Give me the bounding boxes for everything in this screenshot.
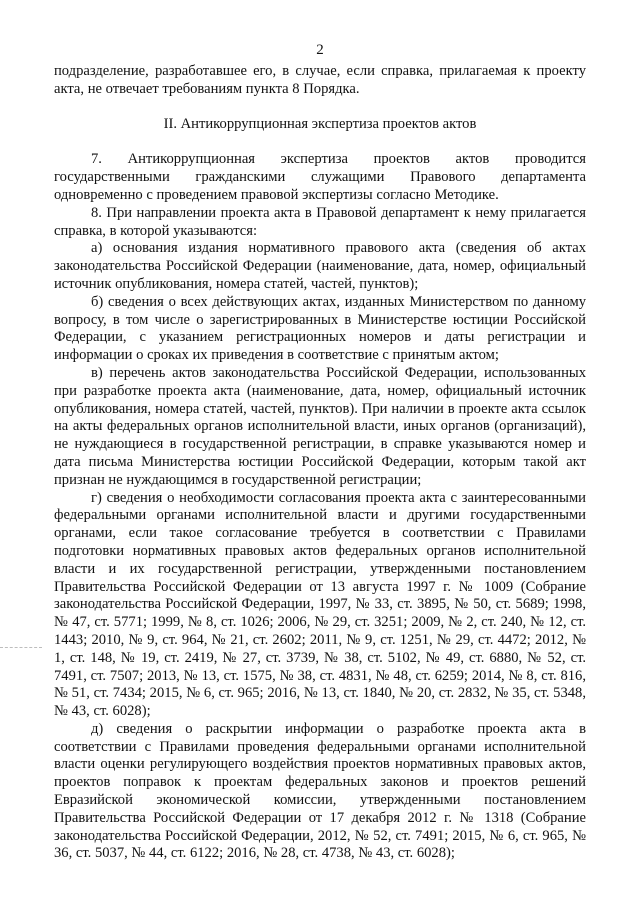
paragraph-8-item-d: д) сведения о раскрытии информации о разработке проекта акта в соответствии с Правилами проведения федеральными органами исполнительной власти оценки регулирующего воздействия проектов нормативных правовых актов, проектов поправок к проектам федеральных законов и проектов решений Евразийской экономической комиссии, утвержденными постановлением Правительства Российской Федерации от 17 декабря 2012 г. № 1318 (Собрание законодательства Российской Федерации, 2012, № 52, ст. 7491; 2015, № 6, ст. 965, № 36, ст. 5037, № 44, ст. 6122; 2016, № 28, ст. 4738, № 43, ст. 6028); xyxy=(54,720,586,862)
paragraph-8: 8. При направлении проекта акта в Правовой департамент к нему прилагается справка, в которой указываются: xyxy=(54,204,586,239)
paragraph-8-item-b: б) сведения о всех действующих актах, изданных Министерством по данному вопросу, в том числе о зарегистрированных в Министерстве юстиции Российской Федерации, с указанием регистрационных номеров и даты регистрации и информации о сроках их приведения в соответствие с принятым актом; xyxy=(54,293,586,364)
scan-artifact-line xyxy=(0,647,42,648)
paragraph-8-item-v: в) перечень актов законодательства Российской Федерации, использованных при разработке проекта акта (наименование, дата, номер, официальный источник опубликования, номера статей, частей, пунктов). При наличии в проекте акта ссылок на акты федеральных органов исполнительной власти, иных органов (организаций), не нуждающиеся в государственной регистрации, в справке указываются номер и дата письма Министерства юстиции Российской Федерации, которым такой акт признан не нуждающимся в государственной регистрации; xyxy=(54,364,586,488)
document-body xyxy=(54,63,586,863)
paragraph-8-item-a: а) основания издания нормативного правового акта (сведения об актах законодательства Российской Федерации (наименование, дата, номер, официальный источник опубликования, номера статей, частей, пунктов); xyxy=(54,240,586,292)
paragraph-7: 7. Антикоррупционная экспертиза проектов актов проводится государственными гражданскими служащими Правового департамента одновременно с проведением правовой экспертизы согласно Методике. xyxy=(54,151,586,203)
section-title: II. Антикоррупционная экспертиза проектов актов xyxy=(163,115,477,132)
paragraph-intro-continuation: подразделение, разработавшее его, в случае, если справка, прилагаемая к проекту акта, не отвечает требованиям пункта 8 Порядка. xyxy=(54,63,586,97)
paragraph-8-item-g: г) сведения о необходимости согласования проекта акта с заинтересованными федеральными органами исполнительной власти и другими государственными органами, если такое согласование требуется в соответствии с Правилами подготовки нормативных правовых актов федеральных органов исполнительной власти и их государственной регистрации, утвержденными постановлением Правительства Российской Федерации от 13 августа 1997 г. № 1009 (Собрание законодательства Российской Федерации, 1997, № 33, ст. 3895, № 50, ст. 5689; 1998, № 47, ст. 5771; 1999, № 8, ст. 1026; 2006, № 29, ст. 3251; 2009, № 2, ст. 240, № 12, ст. 1443; 2010, № 9, ст. 964, № 21, ст. 2602; 2011, № 9, ст. 1251, № 29, ст. 4472; 2012, № 1, ст. 148, № 19, ст. 2419, № 27, ст. 3739, № 38, ст. 5102, № 49, ст. 6880, № 52, ст. 7491, ст. 7507; 2013, № 13, ст. 1575, № 38, ст. 4831, № 48, ст. 6259; 2014, № 8, ст. 816, № 51, ст. 7434; 2015, № 6, ст. 965; 2016, № 13, ст. 1840, № 20, ст. 2832, № 35, ст. 5348, № 43, ст. 6028); xyxy=(54,489,586,720)
page-number: 2 xyxy=(316,42,324,58)
